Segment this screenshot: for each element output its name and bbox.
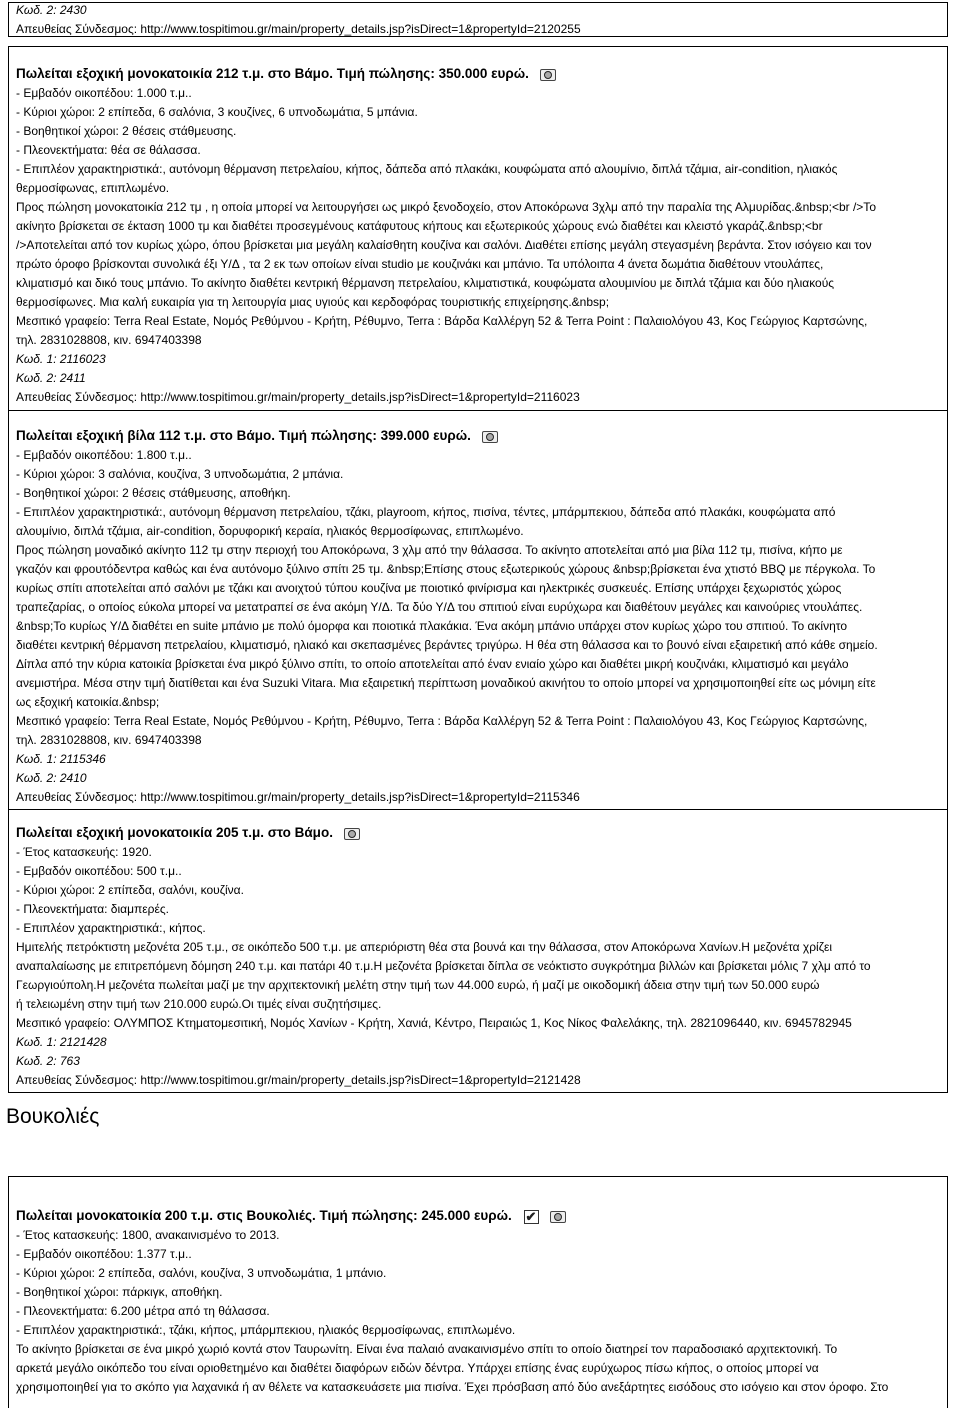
kod2-code: Κωδ. 2: 2410 [16,771,87,785]
kod2-code: Κωδ. 2: 763 [16,1054,80,1068]
section-heading: Βουκολιές [6,1105,100,1128]
detail-line: - Πλεονεκτήματα: διαμπερές. [16,902,169,916]
description-line: Το ακίνητο βρίσκεται σε ένα μικρό χωριό κοντά στον Ταυρωνίτη. Είναι ένα παλαιό ανακαινισμένο σπίτι το οποίο διατηρεί τον παραδοσιακό αρχιτεκτονική. Το [16,1342,838,1356]
kod1-code: Κωδ. 1: 2115346 [16,752,106,766]
listing-details [16,1226,947,1397]
detail-line: - Βοηθητικοί χώροι: 2 θέσεις στάθμευσης. [16,124,237,138]
detail-line: - Πλεονεκτήματα: θέα σε θάλασσα. [16,143,201,157]
listing-details [16,84,947,407]
detail-line: - Βοηθητικοί χώροι: 2 θέσεις στάθμευσης, αποθήκη. [16,486,291,500]
phone-line: τηλ. 2831028808, κιν. 6947403398 [16,333,202,347]
description-line: αρκετά μεγάλο οικόπεδο του είναι οριοθετημένο και διαθέτει διαφόρων ειδών δέντρα. Υπάρχει επίσης ένας ευρύχωρος πίσω κήπος, ο οποίος μπορεί να [16,1361,819,1375]
listing-title-text[interactable]: Πωλείται μονοκατοικία 200 τ.μ. στις Βουκολιές. Τιμή πώλησης: 245.000 ευρώ. [16,1208,512,1223]
detail-line: - Κύριοι χώροι: 2 επίπεδα, 6 σαλόνια, 3 κουζίνες, 6 υπνοδωμάτια, 5 μπάνια. [16,105,418,119]
camera-icon[interactable] [539,67,555,81]
direct-link[interactable]: Απευθείας Σύνδεσμος: http://www.tospitimou.gr/main/property_details.jsp?isDirect=1&propertyId=2121428 [16,1073,581,1087]
listing-card [8,809,948,1093]
listing-title[interactable] [16,64,947,84]
listing-title[interactable] [16,823,947,843]
detail-line: - Εμβαδόν οικοπέδου: 1.000 τ.μ.. [16,86,192,100]
agency-line: Μεσιτικό γραφείο: ΟΛΥΜΠΟΣ Κτηματομεσιτική, Νομός Χανίων - Κρήτη, Χανιά, Κέντρο, Πειραιώς 1, Κος Νίκος Φαλελάκης, τηλ. 2821096440, κιν. 6945782945 [16,1016,852,1030]
direct-link[interactable]: Απευθείας Σύνδεσμος: http://www.tospitimou.gr/main/property_details.jsp?isDirect=1&propertyId=2116023 [16,390,580,404]
direct-link[interactable]: Απευθείας Σύνδεσμος: http://www.tospitimou.gr/main/property_details.jsp?isDirect=1&propertyId=2115346 [16,790,580,804]
description-line: θερμοσίφωνες. Μια καλή ευκαιρία για τη λειτουργία μιας υγιούς και κερδοφόρας τουριστικής επιχείρησης.&nbsp; [16,295,610,309]
detail-line: - Επιπλέον χαρακτηριστικά:, κήπος. [16,921,206,935]
detail-line: - Επιπλέον χαρακτηριστικά:, τζάκι, κήπος, μπάρμπεκιου, ηλιακός θερμοσίφωνας, επιπλωμένο. [16,1323,516,1337]
description-line: ακίνητο βρίσκεται σε έκταση 1000 τμ και διαθέτει προσεγμένους κατάφυτους κήπους και εξωτερικούς χώρους ενώ διαθέτει και κλειστό γκαράζ.&nbsp;<br [16,219,823,233]
detail-line: - Εμβαδόν οικοπέδου: 1.800 τ.μ.. [16,448,192,462]
listing-card-fragment [8,2,948,37]
kod1-code: Κωδ. 1: 2116023 [16,352,106,366]
listing-details [16,843,947,1090]
listing-card [8,410,948,810]
phone-line: τηλ. 2831028808, κιν. 6947403398 [16,733,202,747]
description-line: ως εξοχική κατοικία.&nbsp; [16,695,160,709]
kod1-code: Κωδ. 1: 2121428 [16,1035,107,1049]
description-line: κλιματισμό και δικό τους μπάνιο. Το ακίνητο διαθέτει κεντρική θέρμανση πετρελαίου, κλιματιστικά, κουφώματα αλουμινίου με διπλά τζάμια και δύο ηλιακούς [16,276,835,290]
detail-line: - Επιπλέον χαρακτηριστικά:, αυτόνομη θέρμανση πετρελαίου, κήπος, δάπεδα από πλακάκι, κουφώματα από αλουμίνιο, διπλά τζάμια, air-condition, ηλιακός [16,162,838,176]
description-line: αναπαλαίωσης με επιτρεπόμενη δόμηση 240 τ.μ. και πατάρι 40 τ.μ.Η μεζονέτα βρίσκεται δίπλα σε νεόκτιστο συγκρότημα βιλλών και βρίσκεται μόλις 7 χλμ από το [16,959,871,973]
detail-line: - Βοηθητικοί χώροι: πάρκιγκ, αποθήκη. [16,1285,223,1299]
description-line: Γεωργιούπολη.Η μεζονέτα πωλείται μαζί με την αρχιτεκτονική μελέτη στην τιμή των 44.000 ευρώ, ή μαζί με οικοδομική άδεια στην τιμή των 50.000 ευρώ [16,978,820,992]
listing-title[interactable] [16,1206,947,1226]
direct-link[interactable]: Απευθείας Σύνδεσμος: http://www.tospitimou.gr/main/property_details.jsp?isDirect=1&propertyId=2120255 [16,22,581,36]
checkbox-icon[interactable] [524,1209,540,1223]
description-line: χρησιμοποιηθεί για το σκόπο για λαχανικά ή αν θέλετε να κατασκευάσετε μια πισίνα. Έχει πρόσβαση από δύο ανεξάρτητες εισόδους στο ισόγειο και στον όροφο. Στο [16,1380,889,1394]
description-line: Δίπλα από την κύρια κατοικία βρίσκεται ένα μικρό ξύλινο σπίτι, το οποίο αποτελείται από έναν ενιαίο χώρο και διαθέτει μικρή κουζινάκι, κλιματισμό και μεγάλο [16,657,849,671]
kod2-code: Κωδ. 2: 2430 [16,3,87,17]
detail-line: - Κύριοι χώροι: 3 σαλόνια, κουζίνα, 3 υπνοδωμάτια, 2 μπάνια. [16,467,344,481]
description-line: Προς πώληση μοναδικό ακίνητο 112 τμ στην περιοχή του Αποκόρωνα, 3 χλμ από την θάλασσα. Το ακίνητο αποτελείται από μια βίλα 112 τμ, πισίνα, κήπο με [16,543,843,557]
detail-line: - Κύριοι χώροι: 2 επίπεδα, σαλόνι, κουζίνα. [16,883,244,897]
listing-card [8,46,948,411]
description-line: Ημιτελής πετρόκτιστη μεζονέτα 205 τ.μ., σε οικόπεδο 500 τ.μ. με απεριόριστη θέα στα βουνά και την θάλασσα, στον Αποκόρωνα Χανίων.Η μεζονέτα χρίζει [16,940,833,954]
agency-line: Μεσιτικό γραφείο: Terra Real Estate, Νομός Ρεθύμνου - Κρήτη, Ρέθυμνο, Terra : Βάρδα Καλλέργη 52 & Terra Point : Παλαιολόγου 43, Κος Γεώργιος Καρτσώνης, [16,314,868,328]
detail-line: - Έτος κατασκευής: 1920. [16,845,152,859]
detail-line: - Πλεονεκτήματα: 6.200 μέτρα από τη θάλασσα. [16,1304,270,1318]
camera-icon[interactable] [343,826,359,840]
description-line: ή τελειωμένη στην τιμή των 210.000 ευρώ.Οι τιμές είναι συζητήσιμες. [16,997,382,1011]
listing-title-text[interactable]: Πωλείται εξοχική βίλα 112 τ.μ. στο Βάμο. Τιμή πώλησης: 399.000 ευρώ. [16,428,471,443]
camera-icon[interactable] [549,1209,565,1223]
camera-icon[interactable] [481,429,497,443]
listing-title[interactable] [16,426,947,446]
detail-line: - Έτος κατασκευής: 1800, ανακαινισμένο το 2013. [16,1228,280,1242]
listing-title-text[interactable]: Πωλείται εξοχική μονοκατοικία 212 τ.μ. στο Βάμο. Τιμή πώλησης: 350.000 ευρώ. [16,66,529,81]
listing-details [16,446,947,807]
detail-line: - Επιπλέον χαρακτηριστικά:, αυτόνομη θέρμανση πετρελαίου, τζάκι, playroom, κήπος, πισίνα, τέντες, μπάρμπεκιου, δάπεδα από πλακάκι, κουφώματα από [16,505,836,519]
detail-line: - Εμβαδόν οικοπέδου: 1.377 τ.μ.. [16,1247,192,1261]
description-line: διαθέτει κεντρική θέρμανση πετρελαίου, κλιματισμό, ηλιακό και σκεπασμένες βεράντες τριγύρω. Η θέα στη θάλασσα και το βουνό είναι εξαιρετική από κάθε σημείο. [16,638,878,652]
description-line: πρώτο όροφο βρίσκονται συνολικά έξι Υ/Δ , τα 2 εκ των οποίων είναι studio με κουζινάκι και μπάνιο. Τα υπόλοιπα 4 άνετα δωμάτια διαθέτουν ντουλάπες, [16,257,824,271]
description-line: κυρίως σπίτι αποτελείται από σαλόνι με τζάκι και ανοιχτού τύπου κουζίνα με ποιοτικό φινίρισμα και ηλεκτρικές συσκευές. Επίσης υπάρχει ξεχωριστός χώρος [16,581,842,595]
detail-line: - Εμβαδόν οικοπέδου: 500 τ.μ.. [16,864,182,878]
description-line: ανεμιστήρα. Μέσα στην τιμή διατίθεται και ένα Suzuki Vitara. Μια εξαιρετική περίπτωση μοναδικού ακινήτου το οποίο μπορεί να χρησιμοποιηθεί είτε ως μόνιμη είτε [16,676,876,690]
detail-line: αλουμίνιο, διπλά τζάμια, air-condition, δορυφορική κεραία, ηλιακός θερμοσίφωνας, επιπλωμένο. [16,524,524,538]
description-line: />Αποτελείται από τον κυρίως χώρο, όπου βρίσκεται μια μεγάλη καλαίσθητη κουζίνα και σαλόνι. Διαθέτει επίσης μεγάλη στεγασμένη βεράντα. Στον ισόγειο και τον [16,238,872,252]
kod2-code: Κωδ. 2: 2411 [16,371,86,385]
description-line: γκαζόν και φρουτόδεντρα καθώς και ένα αυτόνομο ξύλινο σπίτι 25 τμ. &nbsp;Επίσης στους εξωτερικούς χώρους &nbsp;βρίσκεται ένα χτιστό BBQ με πέργκολα. Το [16,562,876,576]
listing-card [8,1176,948,1408]
detail-line: θερμοσίφωνας, επιπλωμένο. [16,181,170,195]
description-line: &nbsp;Το κυρίως Υ/Δ διαθέτει en suite μπάνιο με πολύ όμορφα και ποιοτικά πλακάκια. Ένα ακόμη μπάνιο υπάρχει στον κυρίως χώρο του σπιτιού. Το ακίνητο [16,619,848,633]
listing-title-text[interactable]: Πωλείται εξοχική μονοκατοικία 205 τ.μ. στο Βάμο. [16,825,333,840]
description-line: Προς πώληση μονοκατοικία 212 τμ , η οποία μπορεί να λειτουργήσει ως μικρό ξενοδοχείο, στον Αποκόρωνα 3χλμ από την παραλία της Αλμυρίδας.&nbsp;<br />Το [16,200,876,214]
description-line: τραπεζαρίας, ο οποίος εύκολα μπορεί να μετατραπεί σε ένα ακόμη Υ/Δ. Τα δύο Υ/Δ του σπιτιού είναι ευρύχωρα και διαθέτουν μεγάλες και καινούριες ντουλάπες. [16,600,863,614]
detail-line: - Κύριοι χώροι: 2 επίπεδα, σαλόνι, κουζίνα, 3 υπνοδωμάτια, 1 μπάνιο. [16,1266,387,1280]
agency-line: Μεσιτικό γραφείο: Terra Real Estate, Νομός Ρεθύμνου - Κρήτη, Ρέθυμνο, Terra : Βάρδα Καλλέργη 52 & Terra Point : Παλαιολόγου 43, Κος Γεώργιος Καρτσώνης, [16,714,868,728]
